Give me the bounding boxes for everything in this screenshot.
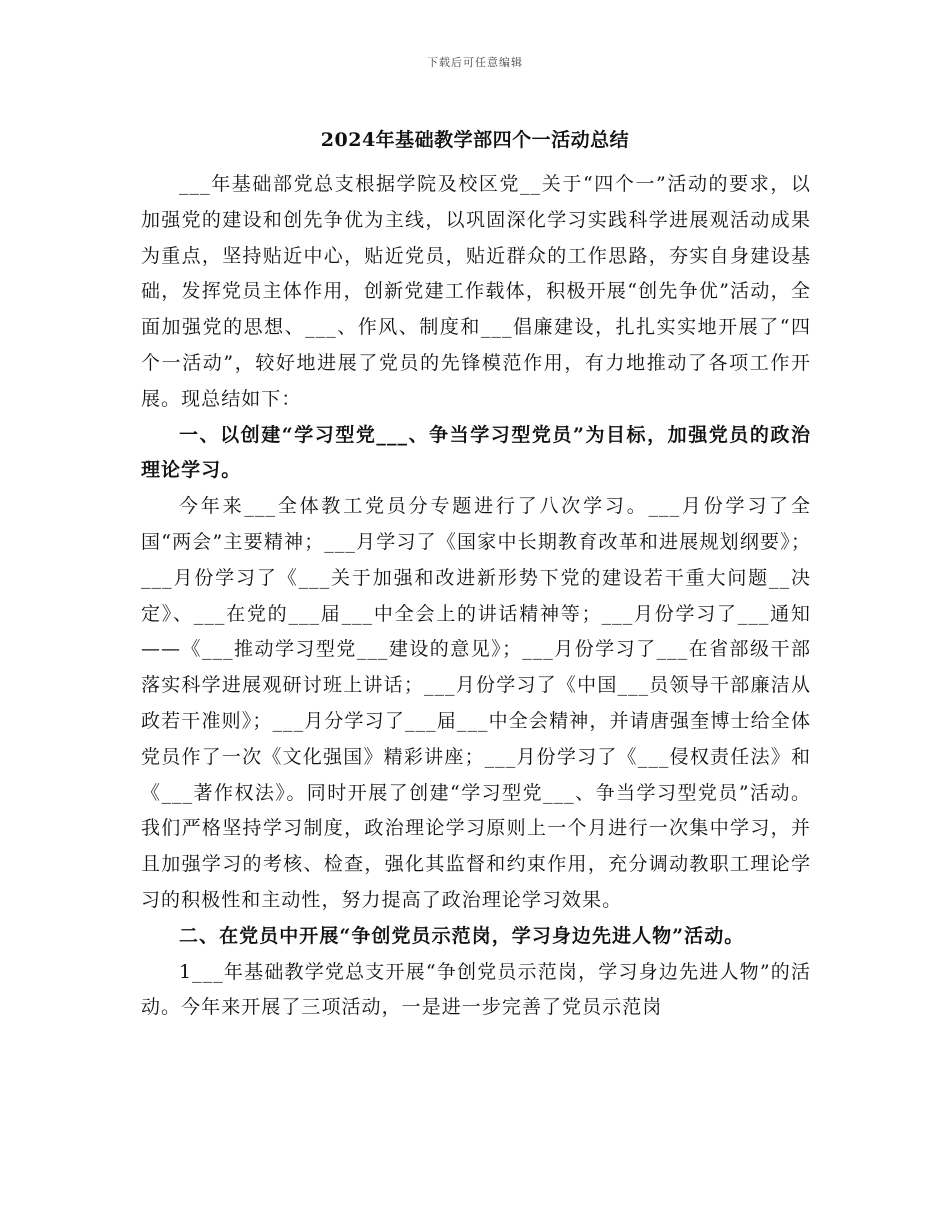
section-2-paragraph: 1___年基础教学党总支开展“争创党员示范岗，学习身边先进人物”的活动。今年来开展了三项活动，一是进一步完善了党员示范岗 <box>141 960 811 1019</box>
intro-paragraph: ___年基础部党总支根据学院及校区党__关于“四个一”活动的要求，以加强党的建设和创先争优为主线，以巩固深化学习实践科学进展观活动成果为重点，坚持贴近中心，贴近党员，贴近群众的工作思路，夯实自身建设基础，发挥党员主体作用，创新党建工作载体，积极开展“创先争优”活动，全面加强党的思想、___、作风、制度和___倡廉建设，扎扎实实地开展了“四个一活动”，较好地进展了党员的先锋模范作用，有力地推动了各项工作开展。现总结如下： <box>141 173 811 410</box>
page-header-note: 下载后可任意编辑 <box>427 56 523 69</box>
section-heading-2: 二、在党员中开展“争创党员示范岗，学习身边先进人物”活动。 <box>179 924 745 947</box>
document-body <box>141 167 811 1026</box>
section-heading-1: 一、以创建“学习型党___、争当学习型党员”为目标，加强党员的政治理论学习。 <box>141 423 811 482</box>
section-1-paragraph: 今年来___全体教工党员分专题进行了八次学习。___月份学习了全国“两会”主要精神；___月学习了《国家中长期教育改革和进展规划纲要》；___月份学习了《___关于加强和改进新形势下党的建设若干重大问题__决定》、___在党的___届___中全会上的讲话精神等；___月份学习了___通知——《___推动学习型党___建设的意见》；___月份学习了___在省部级干部落实科学进展观研讨班上讲话；___月份学习了《中国___员领导干部廉洁从政若干准则》；___月分学习了___届___中全会精神，并请唐强奎博士给全体党员作了一次《文化强国》精彩讲座；___月份学习了《___侵权责任法》和《___著作权法》。同时开展了创建“学习型党___、争当学习型党员”活动。我们严格坚持学习制度，政治理论学习原则上一个月进行一次集中学习，并且加强学习的考核、检查，强化其监督和约束作用，充分调动教职工理论学习的积极性和主动性，努力提高了政治理论学习效果。 <box>141 495 811 911</box>
document-title: 2024年基础教学部四个一活动总结 <box>320 129 630 151</box>
